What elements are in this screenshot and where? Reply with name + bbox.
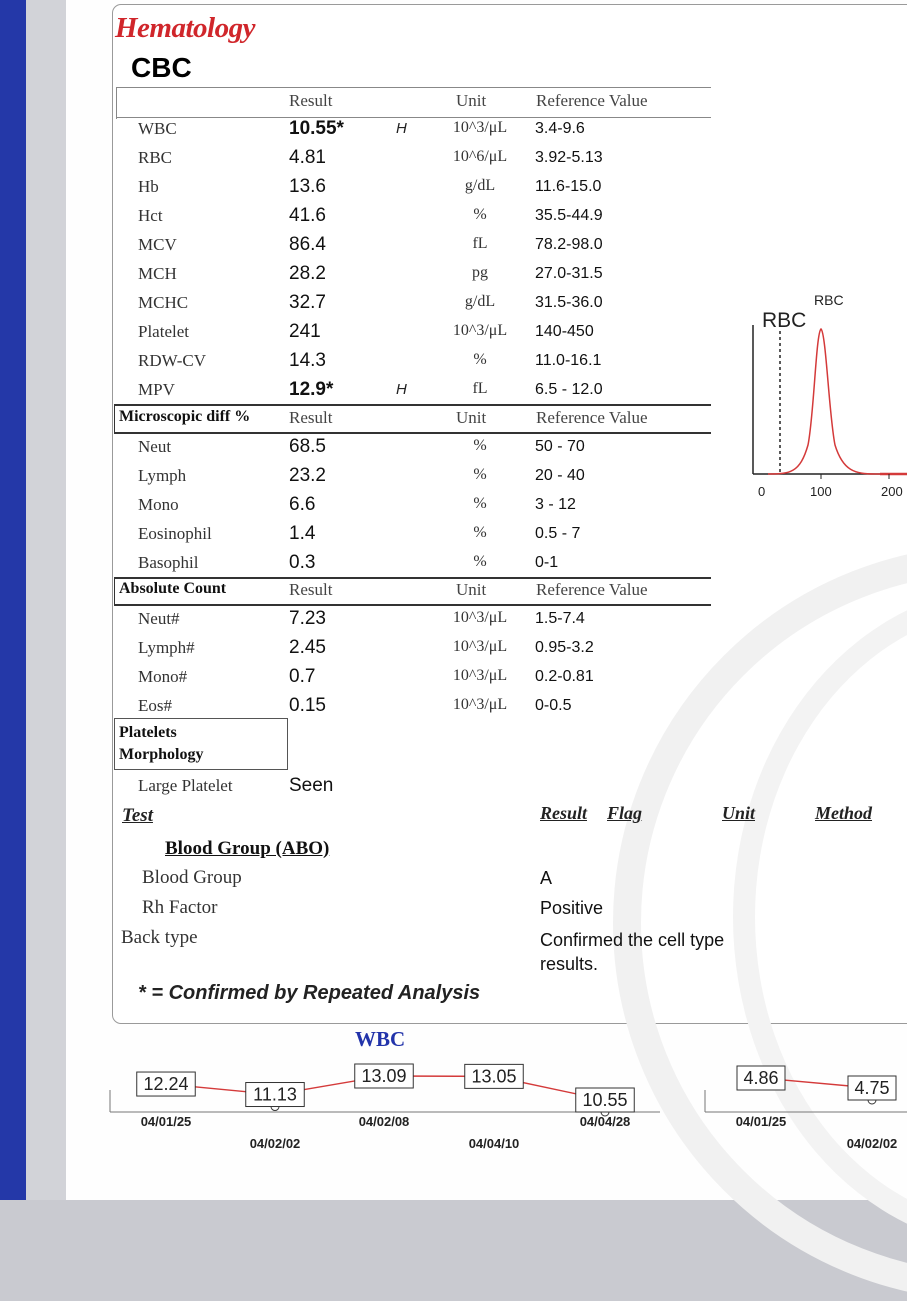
trend-date-label: 04/01/25 bbox=[735, 1114, 787, 1129]
row-name: Hct bbox=[138, 206, 163, 225]
row-reference: 20 - 40 bbox=[535, 467, 585, 484]
trend-value-label: 12.24 bbox=[143, 1074, 189, 1095]
row-unit: 10^3/μL bbox=[452, 609, 508, 626]
bt-test-header: Test bbox=[122, 805, 153, 826]
row-unit: % bbox=[473, 437, 487, 454]
row-name: Eos# bbox=[138, 696, 172, 715]
histogram-label-top: RBC bbox=[814, 292, 844, 308]
trend-value-label: 13.09 bbox=[361, 1066, 407, 1086]
row-reference: 0-0.5 bbox=[535, 697, 572, 714]
row-name: Basophil bbox=[138, 553, 199, 572]
row-reference: 35.5-44.9 bbox=[535, 207, 603, 224]
row-reference: 0.95-3.2 bbox=[535, 639, 594, 656]
row-reference: 0.5 - 7 bbox=[535, 525, 581, 542]
row-result: 28.2 bbox=[289, 263, 326, 284]
row-result: 13.6 bbox=[289, 176, 326, 197]
row-unit: 10^3/μL bbox=[452, 322, 508, 339]
row-name: MCHC bbox=[138, 293, 189, 312]
platelet-morph-item: Large Platelet bbox=[138, 776, 233, 795]
histogram-tick-label: 200 bbox=[881, 484, 903, 499]
row-unit: fL bbox=[472, 380, 488, 397]
bt-method-header: Method bbox=[815, 803, 873, 823]
diff-left-line bbox=[114, 404, 115, 433]
row-name: RBC bbox=[138, 148, 173, 167]
diff-bottom-line bbox=[114, 432, 711, 434]
trend-value-label: 4.75 bbox=[854, 1078, 890, 1098]
row-result: 7.23 bbox=[289, 608, 326, 629]
row-unit: g/dL bbox=[464, 293, 496, 310]
panel-title: CBC bbox=[131, 52, 192, 83]
row-unit: 10^3/μL bbox=[452, 638, 508, 655]
bt-row-name: Rh Factor bbox=[142, 897, 218, 918]
row-reference: 3.4-9.6 bbox=[535, 120, 585, 137]
row-unit: pg bbox=[472, 264, 488, 281]
trend-value-label: 4.86 bbox=[743, 1068, 779, 1088]
row-result: 86.4 bbox=[289, 234, 326, 255]
row-unit: % bbox=[473, 206, 487, 223]
row-name: Neut# bbox=[138, 609, 180, 628]
row-reference: 78.2-98.0 bbox=[535, 236, 603, 253]
trend-date-label: 04/01/25 bbox=[140, 1114, 192, 1129]
row-reference: 6.5 - 12.0 bbox=[535, 381, 603, 398]
row-result: 14.3 bbox=[289, 350, 326, 371]
row-unit: 10^3/μL bbox=[452, 667, 508, 684]
histogram-curve bbox=[768, 329, 885, 474]
row-unit: % bbox=[473, 351, 487, 368]
col-header-reference: Reference Value bbox=[536, 91, 648, 110]
row-result: 0.7 bbox=[289, 666, 316, 687]
row-flag: H bbox=[396, 120, 407, 137]
row-result: 12.9* bbox=[289, 379, 334, 400]
bt-result-header: Result bbox=[540, 803, 588, 823]
row-name: RDW-CV bbox=[138, 351, 206, 370]
trend-value-label: 11.13 bbox=[253, 1084, 297, 1105]
row-result: 6.6 bbox=[289, 494, 316, 515]
abs-header-unit: Unit bbox=[456, 580, 487, 599]
row-name: Platelet bbox=[138, 322, 189, 341]
row-result: 241 bbox=[289, 321, 321, 342]
row-reference: 140-450 bbox=[535, 323, 594, 340]
row-unit: 10^3/μL bbox=[452, 696, 508, 713]
row-name: Hb bbox=[138, 177, 159, 196]
viewer-margin bbox=[26, 0, 66, 1200]
trend-value-label: 10.55 bbox=[582, 1090, 628, 1110]
row-name: MCH bbox=[138, 264, 177, 283]
trend-charts bbox=[100, 1050, 907, 1160]
row-name: WBC bbox=[138, 119, 177, 138]
row-result: 2.45 bbox=[289, 637, 326, 658]
bt-row-name: Back type bbox=[121, 927, 198, 948]
trend-date-label: 04/02/08 bbox=[358, 1114, 410, 1129]
row-unit: % bbox=[473, 466, 487, 483]
row-name: Lymph# bbox=[138, 638, 195, 657]
platelet-morph-label-2: Morphology bbox=[119, 746, 204, 763]
col-header-unit: Unit bbox=[456, 91, 487, 110]
row-result: 0.15 bbox=[289, 695, 326, 716]
bt-row-value: Confirmed the cell type results. bbox=[540, 930, 725, 974]
row-unit: fL bbox=[472, 235, 488, 252]
table-left-line bbox=[116, 87, 117, 119]
trend-date-label: 04/04/28 bbox=[579, 1114, 631, 1129]
row-unit: 10^6/μL bbox=[452, 148, 508, 165]
row-unit: 10^3/μL bbox=[452, 119, 508, 136]
diff-header-reference: Reference Value bbox=[536, 408, 648, 427]
viewer-side-bar bbox=[0, 0, 26, 1200]
row-result: 68.5 bbox=[289, 436, 326, 457]
row-result: 41.6 bbox=[289, 205, 326, 226]
bt-row-value: Positive bbox=[540, 898, 604, 918]
row-reference: 3 - 12 bbox=[535, 496, 576, 513]
row-name: Eosinophil bbox=[138, 524, 212, 543]
diff-header-result: Result bbox=[289, 408, 333, 427]
trend-date-label: 04/02/02 bbox=[846, 1136, 898, 1151]
abs-left-line bbox=[114, 577, 115, 605]
row-name: Mono bbox=[138, 495, 179, 514]
header-bottom-line bbox=[116, 117, 711, 118]
row-unit: g/dL bbox=[464, 177, 496, 194]
row-reference: 0.2-0.81 bbox=[535, 668, 594, 685]
trend-date-label: 04/02/02 bbox=[249, 1136, 301, 1151]
row-result: 4.81 bbox=[289, 147, 326, 168]
row-reference: 3.92-5.13 bbox=[535, 149, 603, 166]
row-result: 1.4 bbox=[289, 523, 316, 544]
row-reference: 0-1 bbox=[535, 554, 559, 571]
row-reference: 11.0-16.1 bbox=[535, 352, 602, 369]
row-name: MPV bbox=[138, 380, 175, 399]
row-reference: 11.6-15.0 bbox=[535, 178, 602, 195]
row-unit: % bbox=[473, 553, 487, 570]
row-reference: 31.5-36.0 bbox=[535, 294, 603, 311]
rbc-histogram bbox=[740, 285, 907, 510]
platelet-morph-label-1: Platelets bbox=[119, 724, 177, 741]
trend-value-label: 13.05 bbox=[471, 1066, 517, 1087]
row-reference: 27.0-31.5 bbox=[535, 265, 603, 282]
platelet-morph-value: Seen bbox=[289, 775, 334, 796]
row-result: 10.55* bbox=[289, 118, 344, 139]
section-title: Hematology bbox=[115, 12, 255, 44]
bt-flag-header: Flag bbox=[607, 803, 643, 823]
diff-header-unit: Unit bbox=[456, 408, 487, 427]
abs-top-line bbox=[114, 577, 711, 579]
bt-row-value: A bbox=[540, 868, 553, 888]
row-unit: % bbox=[473, 524, 487, 541]
diff-section-label: Microscopic diff % bbox=[119, 408, 251, 425]
abs-section-label: Absolute Count bbox=[119, 580, 227, 597]
row-result: 23.2 bbox=[289, 465, 326, 486]
row-reference: 50 - 70 bbox=[535, 438, 585, 455]
diff-top-line bbox=[114, 404, 711, 406]
col-header-result: Result bbox=[289, 91, 333, 110]
histogram-tick-label: 100 bbox=[810, 484, 832, 499]
bt-unit-header: Unit bbox=[722, 803, 756, 823]
row-name: Neut bbox=[138, 437, 172, 456]
footnote: * = Confirmed by Repeated Analysis bbox=[138, 982, 481, 1004]
abs-bottom-line bbox=[114, 604, 711, 606]
row-unit: % bbox=[473, 495, 487, 512]
row-result: 32.7 bbox=[289, 292, 326, 313]
wbc-chart-title: WBC bbox=[355, 1027, 406, 1051]
trend-date-label: 04/04/10 bbox=[468, 1136, 520, 1151]
row-flag: H bbox=[396, 381, 407, 398]
bt-group-title: Blood Group (ABO) bbox=[165, 838, 330, 859]
row-name: MCV bbox=[138, 235, 177, 254]
abs-header-result: Result bbox=[289, 580, 333, 599]
histogram-label-left: RBC bbox=[762, 309, 807, 332]
bt-row-name: Blood Group bbox=[142, 867, 242, 888]
abs-header-reference: Reference Value bbox=[536, 580, 648, 599]
table-top-line bbox=[116, 87, 711, 88]
row-reference: 1.5-7.4 bbox=[535, 610, 585, 627]
histogram-tick-label: 0 bbox=[758, 484, 766, 499]
row-name: Lymph bbox=[138, 466, 187, 485]
row-name: Mono# bbox=[138, 667, 188, 686]
row-result: 0.3 bbox=[289, 552, 316, 573]
